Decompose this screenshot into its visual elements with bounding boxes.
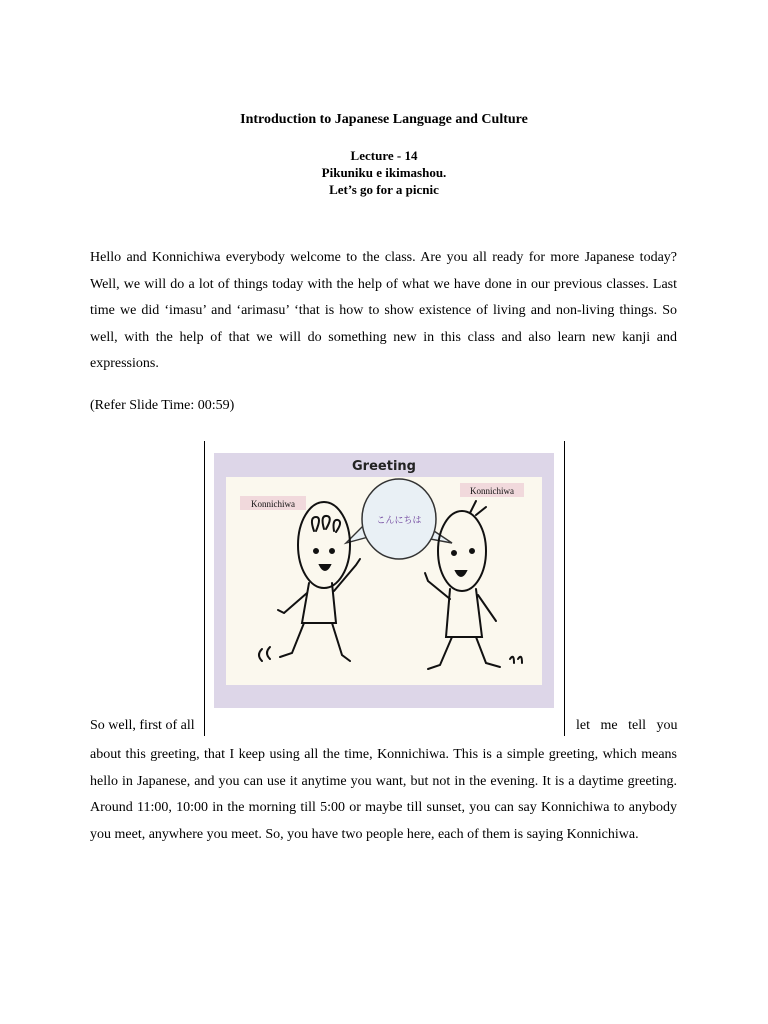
bubble-text: こんにちは: [376, 516, 422, 526]
slide-title: Greeting: [352, 459, 416, 474]
lecture-number: Lecture - 14: [350, 148, 418, 163]
document-title: Introduction to Japanese Language and Culture: [240, 112, 528, 127]
lecture-header: [0, 147, 768, 198]
paragraph2-leading-text: So well, first of all: [90, 718, 195, 733]
slide-right-border: [564, 441, 565, 736]
greeting-slide: [214, 453, 554, 708]
slide-left-border: [204, 441, 205, 736]
lecture-title-english: Let’s go for a picnic: [329, 182, 439, 197]
intro-paragraph: Hello and Konnichiwa everybody welcome to the class. Are you all ready for more Japanese today? Well, we will do a lot of things today with the help of what we have done in our previous classes. Last time we did ‘imasu’ and ‘arimasu’ ‘that is how to show existence of living and non-living things. So well, with the help of that we will do something new in this class and also learn new kanji and expressions.: [90, 250, 677, 372]
greeting-paragraph: about this greeting, that I keep using all the time, Konnichiwa. This is a simple greeting, which means hello in Japanese, and you can use it anytime you want, but not in the evening. It is a daytime greeting. Around 11:00, 10:00 in the morning till 5:00 or maybe till sunset, you can say Konnichiwa to anybody you meet, anywhere you meet. So, you have two people here, each of them is saying Konnichiwa.: [90, 747, 677, 842]
refer-slide-time: (Refer Slide Time: 00:59): [90, 398, 235, 413]
greeting-slide-image: [214, 453, 554, 708]
label-left-text: Konnichiwa: [251, 499, 295, 509]
paragraph2-trailing-text: let me tell you: [576, 718, 678, 733]
label-right-text: Konnichiwa: [470, 486, 514, 496]
lecture-title-japanese: Pikuniku e ikimashou.: [321, 165, 447, 180]
